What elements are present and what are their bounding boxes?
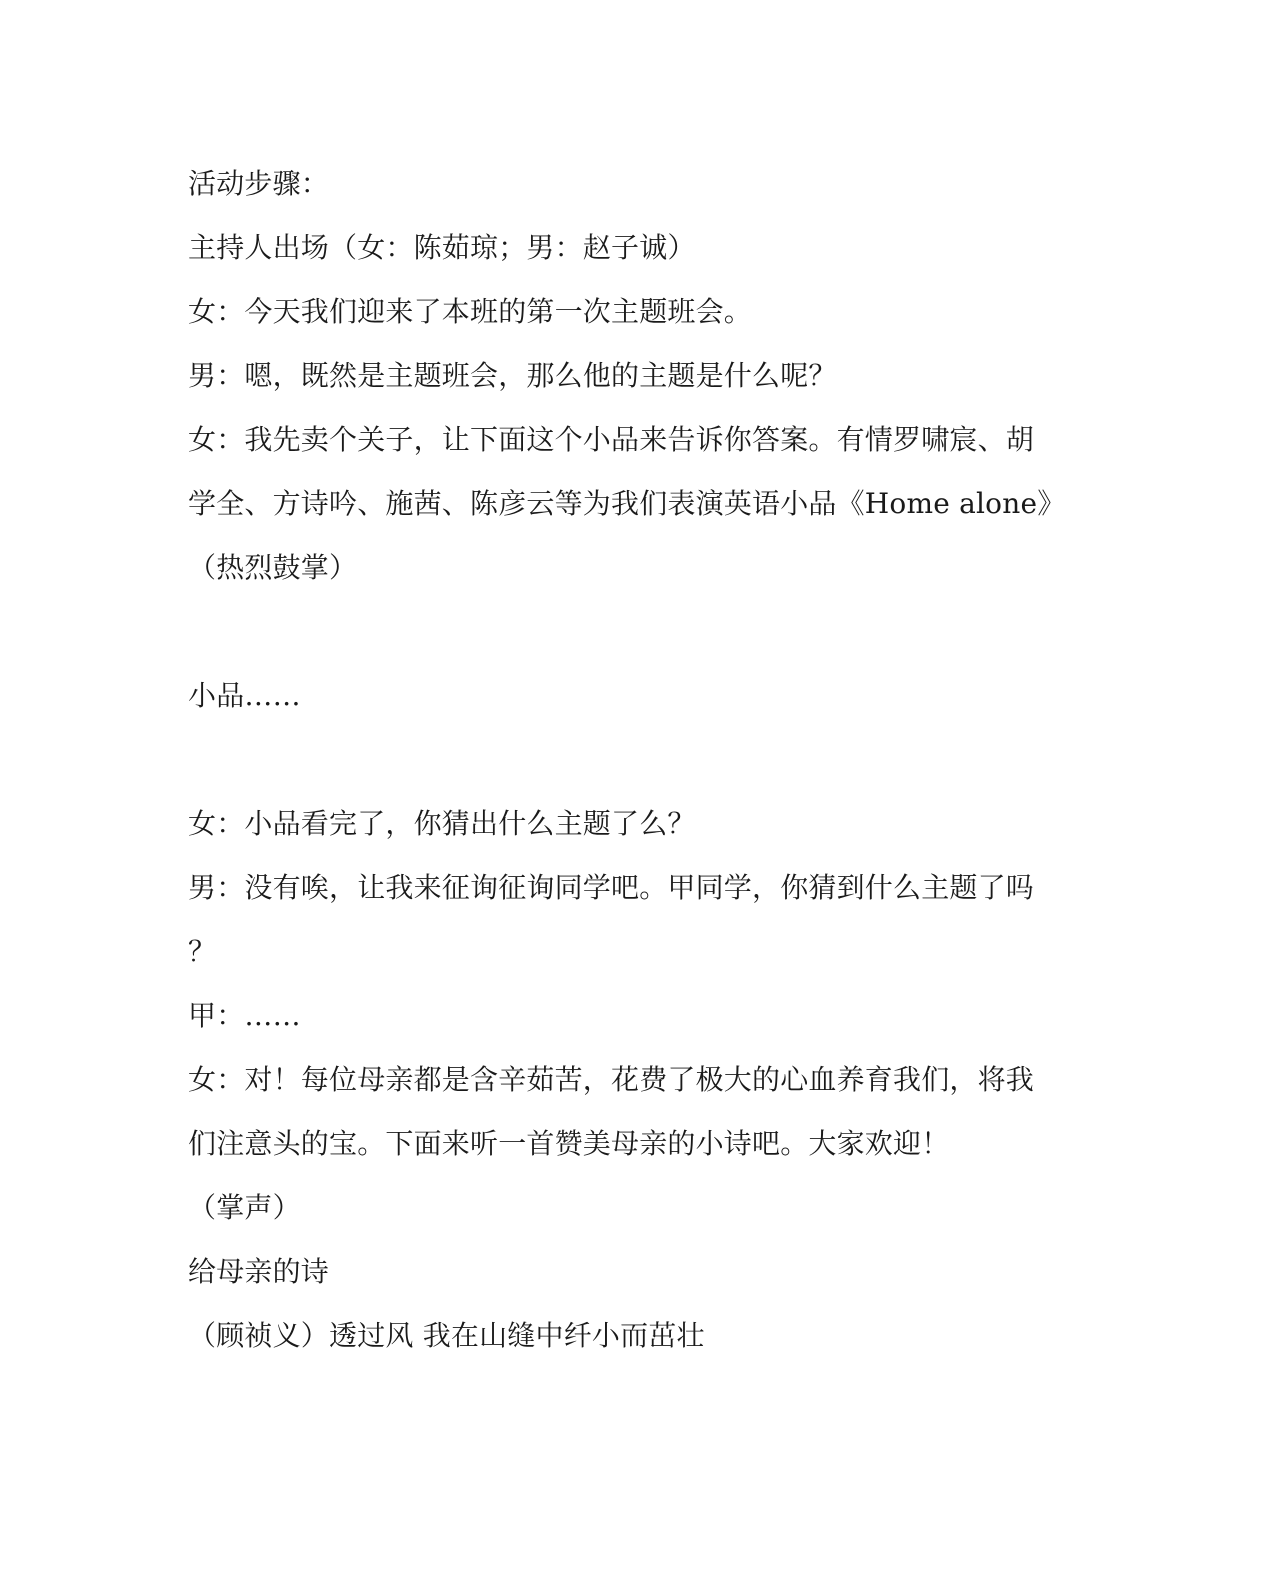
dialogue-line: 女：我先卖个关子，让下面这个小品来告诉你答案。有情罗啸宸、胡 bbox=[188, 423, 1035, 456]
dialogue-line: 女：小品看完了，你猜出什么主题了么？ bbox=[188, 807, 696, 840]
poem-title: 给母亲的诗 bbox=[188, 1255, 330, 1288]
stage-direction: （热烈鼓掌） bbox=[188, 551, 358, 584]
stage-direction: （掌声） bbox=[188, 1191, 301, 1224]
host-intro-line: 主持人出场（女：陈茹琼；男：赵子诚） bbox=[188, 231, 696, 264]
dialogue-line: 男：嗯，既然是主题班会，那么他的主题是什么呢？ bbox=[188, 359, 837, 392]
skit-line: 小品…… bbox=[188, 679, 301, 712]
dialogue-line: ？ bbox=[188, 935, 217, 968]
dialogue-line: 女：对！每位母亲都是含辛茹苦，花费了极大的心血养育我们，将我 bbox=[188, 1063, 1035, 1096]
dialogue-line: 男：没有唉，让我来征询征询同学吧。甲同学，你猜到什么主题了吗 bbox=[188, 871, 1035, 904]
dialogue-line: 们注意头的宝。下面来听一首赞美母亲的小诗吧。大家欢迎！ bbox=[188, 1127, 950, 1160]
dialogue-line: 甲：…… bbox=[188, 999, 301, 1032]
poem-line: （顾祯义）透过风 我在山缝中纤小而茁壮 bbox=[188, 1319, 705, 1352]
activity-steps-heading: 活动步骤： bbox=[188, 167, 330, 200]
dialogue-line: 学全、方诗吟、施茜、陈彦云等为我们表演英语小品《Home alone》 bbox=[188, 487, 1066, 520]
dialogue-line: 女：今天我们迎来了本班的第一次主题班会。 bbox=[188, 295, 753, 328]
